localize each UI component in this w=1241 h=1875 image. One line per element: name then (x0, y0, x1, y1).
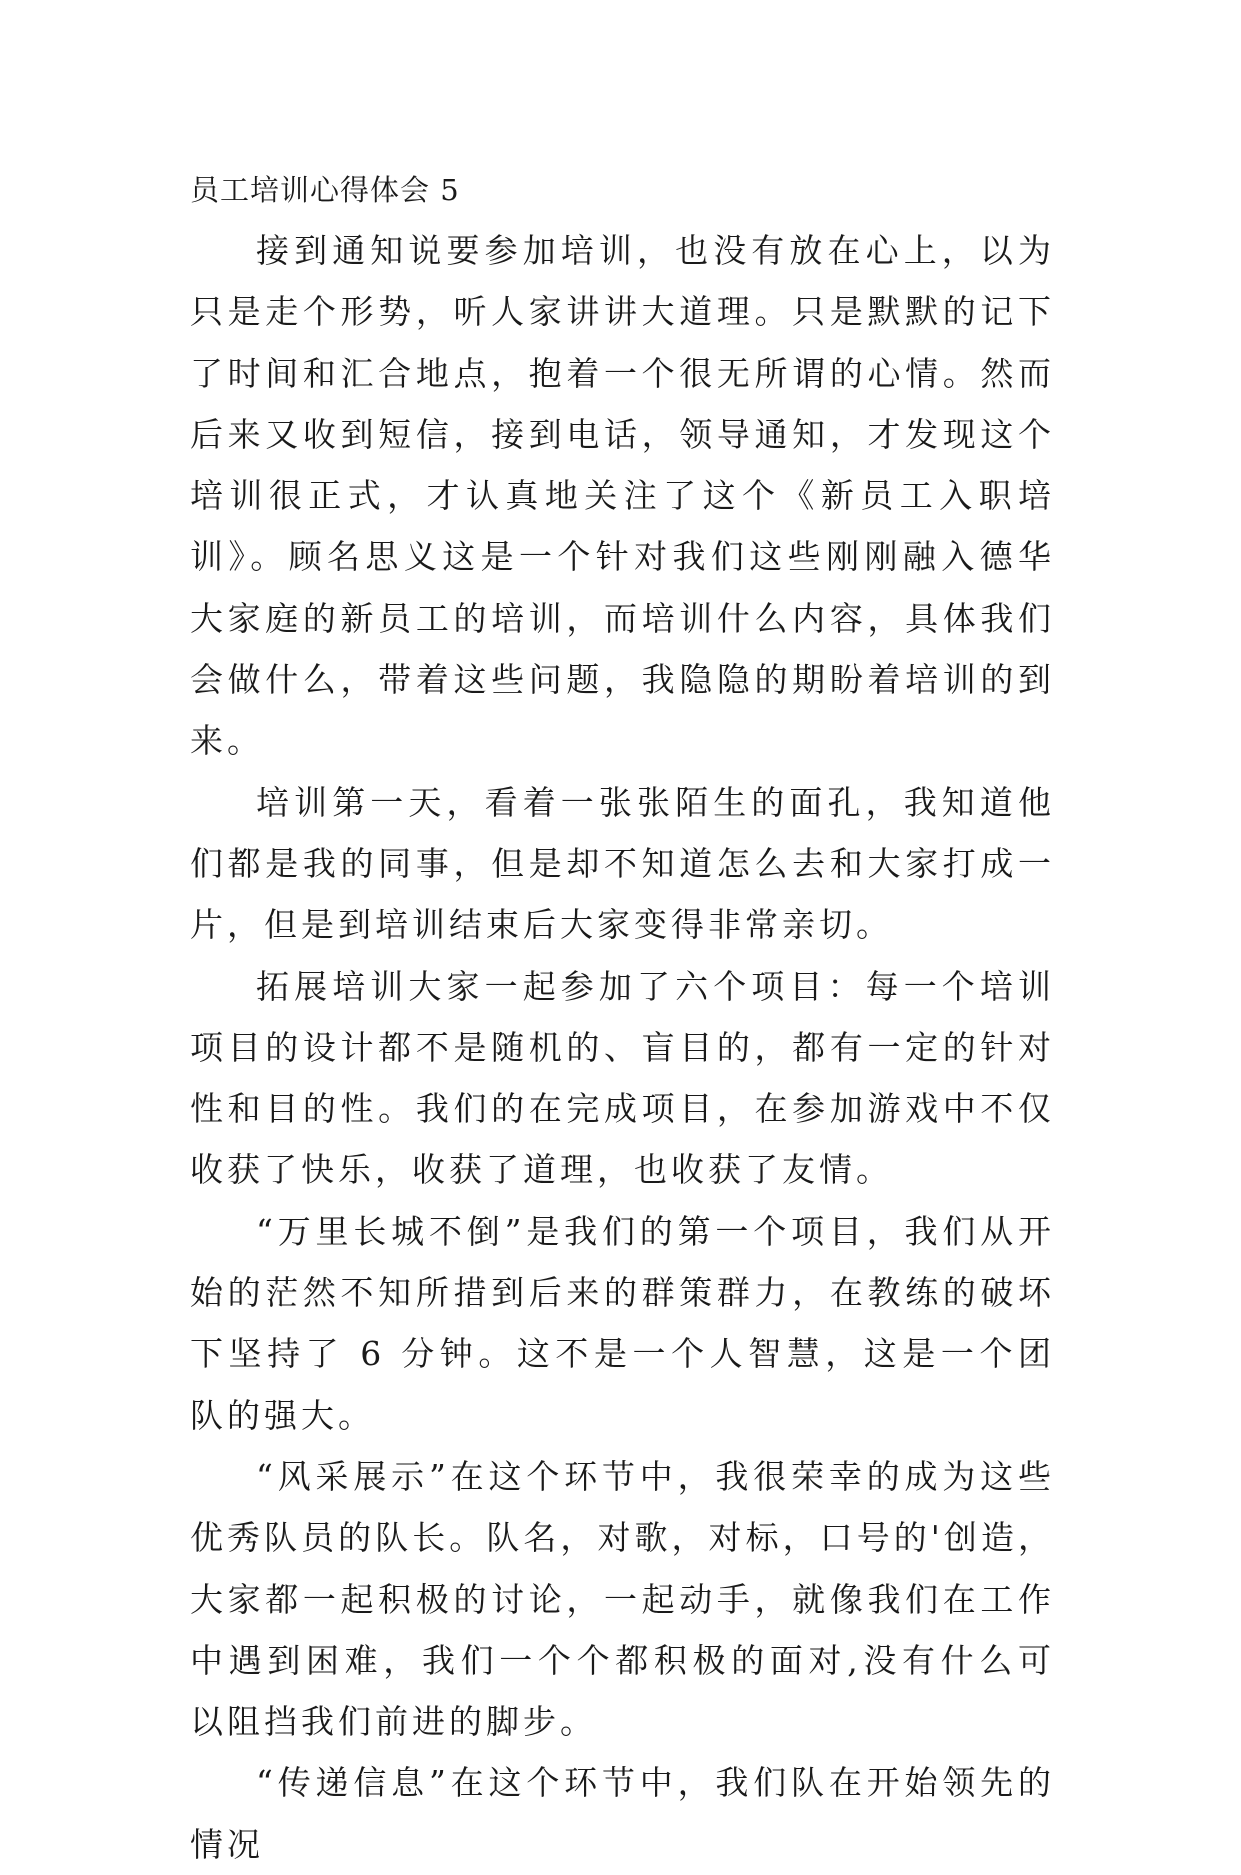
paragraph-expansion-training: 拓展培训大家一起参加了六个项目：每一个培训项目的设计都不是随机的、盲目的，都有一定的针对性和目的性。我们的在完成项目，在参加游戏中不仅收获了快乐，收获了道理，也收获了友情。 (190, 966, 1055, 1190)
document-page (190, 160, 1055, 1875)
paragraph-great-wall: “万里长城不倒”是我们的第一个项目，我们从开始的茫然不知所措到后来的群策群力，在教练的破坏下坚持了 6 分钟。这不是一个人智慧，这是一个团队的强大。 (190, 1211, 1055, 1435)
document-title: 员工培训心得体会 5 (190, 173, 460, 207)
paragraph-first-day: 培训第一天，看着一张张陌生的面孔，我知道他们都是我的同事，但是却不知道怎么去和大家打成一片，但是到培训结束后大家变得非常亲切。 (190, 782, 1055, 945)
paragraph-style-show: “风采展示”在这个环节中，我很荣幸的成为这些优秀队员的队长。队名，对歌，对标，口号的'创造，大家都一起积极的讨论，一起动手，就像我们在工作中遇到困难，我们一个个都积极的面对,没有什么可以阻挡我们前进的脚步。 (190, 1456, 1055, 1742)
paragraph-notification: 接到通知说要参加培训，也没有放在心上，以为只是走个形势，听人家讲讲大道理。只是默默的记下了时间和汇合地点，抱着一个很无所谓的心情。然而后来又收到短信，接到电话，领导通知，才发现这个培训很正式，才认真地关注了这个《新员工入职培训》。顾名思义这是一个针对我们这些刚刚融入德华大家庭的新员工的培训，而培训什么内容，具体我们会做什么，带着这些问题，我隐隐的期盼着培训的到来。 (190, 231, 1055, 761)
paragraph-pass-message: “传递信息”在这个环节中，我们队在开始领先的情况 (190, 1763, 1055, 1864)
